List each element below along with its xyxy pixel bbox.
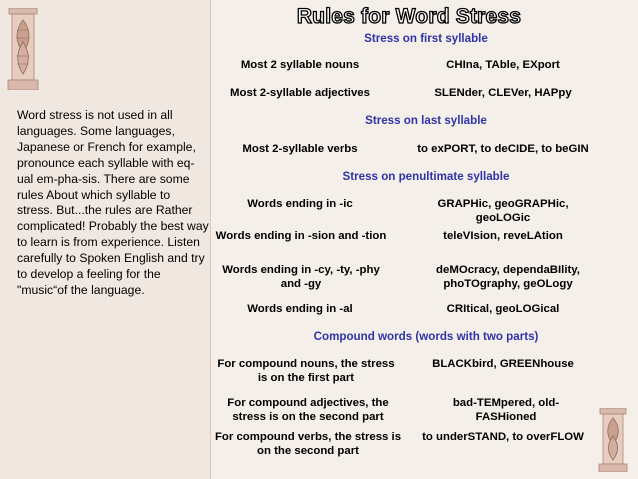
example-cell: bad-TEMpered, old-FASHioned (452, 397, 560, 423)
rule-cell: For compound adjectives, the stress is on the second part (227, 397, 389, 423)
section-heading-compound: Compound words (words with two parts) (313, 330, 539, 343)
acanthus-ornament-icon (6, 8, 40, 90)
rule-cell: Most 2-syllable adjectives (230, 87, 370, 99)
intro-text: Word stress is not used in all languages. Some languages, Japanese or French for example, pronounce each syllable with eq-ual em-pha-sis. There are some rules About which syllable to stress. But...the rules are Rather complicated! Probably the best way to learn is from experience. Listen carefully to Spoken English and try to develop a feeling for the "music“of the language. (17, 108, 209, 297)
rule-cell: Words ending in -ic (247, 198, 353, 210)
section-heading-last: Stress on last syllable (365, 114, 487, 127)
rule-cell: Most 2-syllable verbs (242, 143, 358, 155)
example-cell: CRItical, geoLOGical (446, 303, 560, 315)
example-cell: BLACKbird, GREENhouse (432, 358, 574, 370)
rule-cell: For compound nouns, the stress is on the first part (217, 358, 395, 384)
rule-cell: Words ending in -sion and -tion (215, 230, 387, 242)
section-heading-penultimate: Stress on penultimate syllable (342, 170, 510, 183)
example-cell: teleVIsion, reveLAtion (443, 230, 563, 242)
rule-cell: Words ending in -cy, -ty, -phy and -gy (222, 264, 380, 290)
example-cell: to exPORT, to deCIDE, to beGIN (417, 143, 589, 155)
page-title: Rules for Word Stress (296, 5, 522, 28)
example-cell: SLENder, CLEVer, HAPpy (434, 87, 572, 99)
example-cell: GRAPHic, geoGRAPHic, geoLOGic (437, 198, 569, 224)
rule-cell: Most 2 syllable nouns (240, 59, 360, 71)
example-cell: to underSTAND, to overFLOW (422, 431, 584, 443)
example-cell: deMOcracy, dependaBIlity, phoTOgraphy, geOLogy (436, 264, 580, 290)
rule-cell: For compound verbs, the stress is on the second part (214, 431, 402, 457)
section-heading-first: Stress on first syllable (364, 32, 488, 45)
rule-cell: Words ending in -al (247, 303, 353, 315)
example-cell: CHIna, TAble, EXport (446, 59, 560, 71)
